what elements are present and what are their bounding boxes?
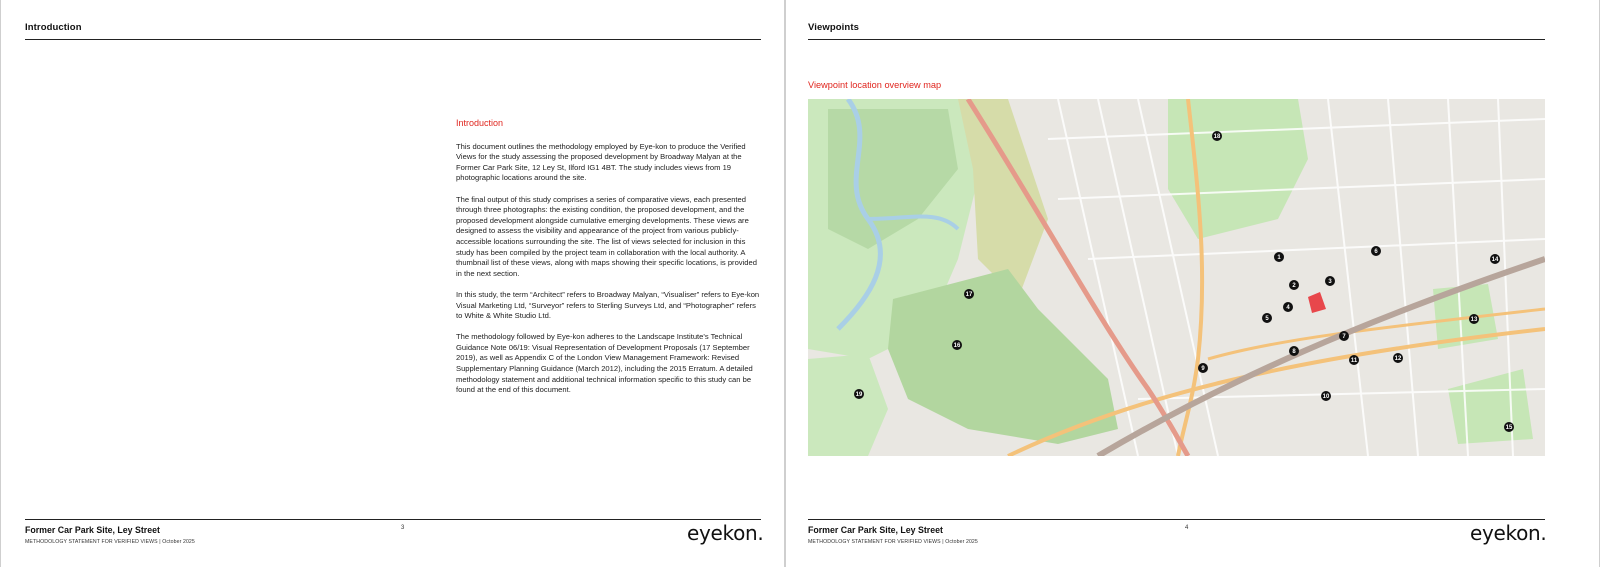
page-4 (785, 0, 1600, 567)
viewpoint-marker[interactable] (1262, 313, 1272, 323)
page-number: 4 (1185, 525, 1189, 531)
viewpoint-label: 11 (1350, 358, 1358, 364)
paragraph: The methodology followed by Eye-kon adheres to the Landscape Institute's Technical Guidance Note 06/19: Visual Representation of Development Proposals (17 September 2019), as well as Appendix C of the London View Management Framework: Revised Supplementary Planning Guidance (March 2012), including the 2015 Erratum. A detailed methodology statement and additional technical information specific to this study can be found at the end of this document. (456, 332, 753, 395)
footer-rule (808, 519, 1545, 520)
footer-site-name: Former Car Park Site, Ley Street (25, 525, 160, 535)
viewpoint-marker[interactable] (1274, 252, 1284, 262)
viewpoint-marker[interactable] (1283, 302, 1293, 312)
viewpoint-label: 7 (1342, 334, 1346, 340)
viewpoint-marker[interactable] (1198, 363, 1208, 373)
paragraph: The final output of this study comprises a series of comparative views, each presented through three photographs: the existing condition, the proposed development, and the proposed development alongside cumulative emerging developments. These views are designed to assess the visibility and appearance of the project from various publicly-accessible locations surrounding the site. The list of views selected for inclusion in this study has been compiled by the project team in collaboration with the local authority. A thumbnail list of these views, along with maps showing their specific locations, is provided in the next section. (456, 194, 757, 278)
viewpoint-label: 13 (1470, 317, 1478, 323)
viewpoint-label: 6 (1374, 249, 1378, 255)
viewpoint-marker[interactable] (1289, 280, 1299, 290)
viewpoint-marker[interactable] (1490, 254, 1500, 264)
viewpoint-label: 14 (1491, 257, 1499, 263)
footer-subtitle: METHODOLOGY STATEMENT FOR VERIFIED VIEWS | October 2025 (25, 539, 195, 545)
viewpoint-marker[interactable] (1339, 331, 1349, 341)
viewpoint-label: 4 (1286, 305, 1290, 311)
viewpoint-label: 17 (965, 292, 973, 298)
viewpoint-marker[interactable] (854, 389, 864, 399)
viewpoint-label: 5 (1265, 316, 1269, 322)
viewpoint-label: 19 (855, 392, 863, 398)
viewpoint-overview-map[interactable] (808, 99, 1545, 456)
viewpoint-label: 3 (1328, 279, 1332, 285)
viewpoint-marker[interactable] (1371, 246, 1381, 256)
paragraph: In this study, the term “Architect” refers to Broadway Malyan, “Visualiser” refers to Eye-kon Visual Marketing Ltd, “Surveyor” refers to Sterling Surveys Ltd, and “Photographer” refers to White & White Studio Ltd. (456, 289, 760, 321)
page-header-title: Introduction (25, 22, 82, 33)
footer-site-name: Former Car Park Site, Ley Street (808, 525, 943, 535)
footer-subtitle: METHODOLOGY STATEMENT FOR VERIFIED VIEWS | October 2025 (808, 539, 978, 545)
viewpoint-label: 1 (1277, 255, 1281, 261)
viewpoint-marker[interactable] (1349, 355, 1359, 365)
section-title: Introduction (456, 118, 504, 128)
viewpoint-label: 16 (953, 343, 961, 349)
viewpoint-label: 15 (1505, 425, 1513, 431)
viewpoint-marker[interactable] (1504, 422, 1514, 432)
viewpoint-label: 9 (1201, 366, 1205, 372)
viewpoint-label: 8 (1292, 349, 1296, 355)
eyekon-logo: eyekon. (1470, 521, 1547, 545)
footer-rule (25, 519, 761, 520)
map-title: Viewpoint location overview map (808, 80, 942, 90)
viewpoint-label: 12 (1394, 356, 1402, 362)
header-rule (25, 39, 761, 40)
viewpoint-marker[interactable] (964, 289, 974, 299)
eyekon-logo: eyekon. (687, 521, 764, 545)
viewpoint-label: 18 (1213, 134, 1221, 140)
page-3 (0, 0, 785, 567)
viewpoint-label: 2 (1292, 283, 1296, 289)
viewpoint-marker[interactable] (1212, 131, 1222, 141)
viewpoint-marker[interactable] (1325, 276, 1335, 286)
viewpoint-marker[interactable] (1469, 314, 1479, 324)
viewpoint-marker[interactable] (1393, 353, 1403, 363)
introduction-text-block (456, 118, 764, 406)
viewpoint-label: 10 (1322, 394, 1330, 400)
viewpoint-marker[interactable] (1321, 391, 1331, 401)
viewpoint-marker[interactable] (1289, 346, 1299, 356)
page-header-title: Viewpoints (808, 22, 859, 33)
page-number: 3 (401, 525, 405, 531)
header-rule (808, 39, 1545, 40)
viewpoint-marker[interactable] (952, 340, 962, 350)
map-canvas (808, 99, 1545, 456)
paragraph: This document outlines the methodology employed by Eye-kon to produce the Verified Views for the study assessing the proposed development by Broadway Malyan at the Former Car Park Site, 12 Ley St, Ilford IG1 4BT. The study includes views from 19 photographic locations around the site. (456, 141, 746, 183)
